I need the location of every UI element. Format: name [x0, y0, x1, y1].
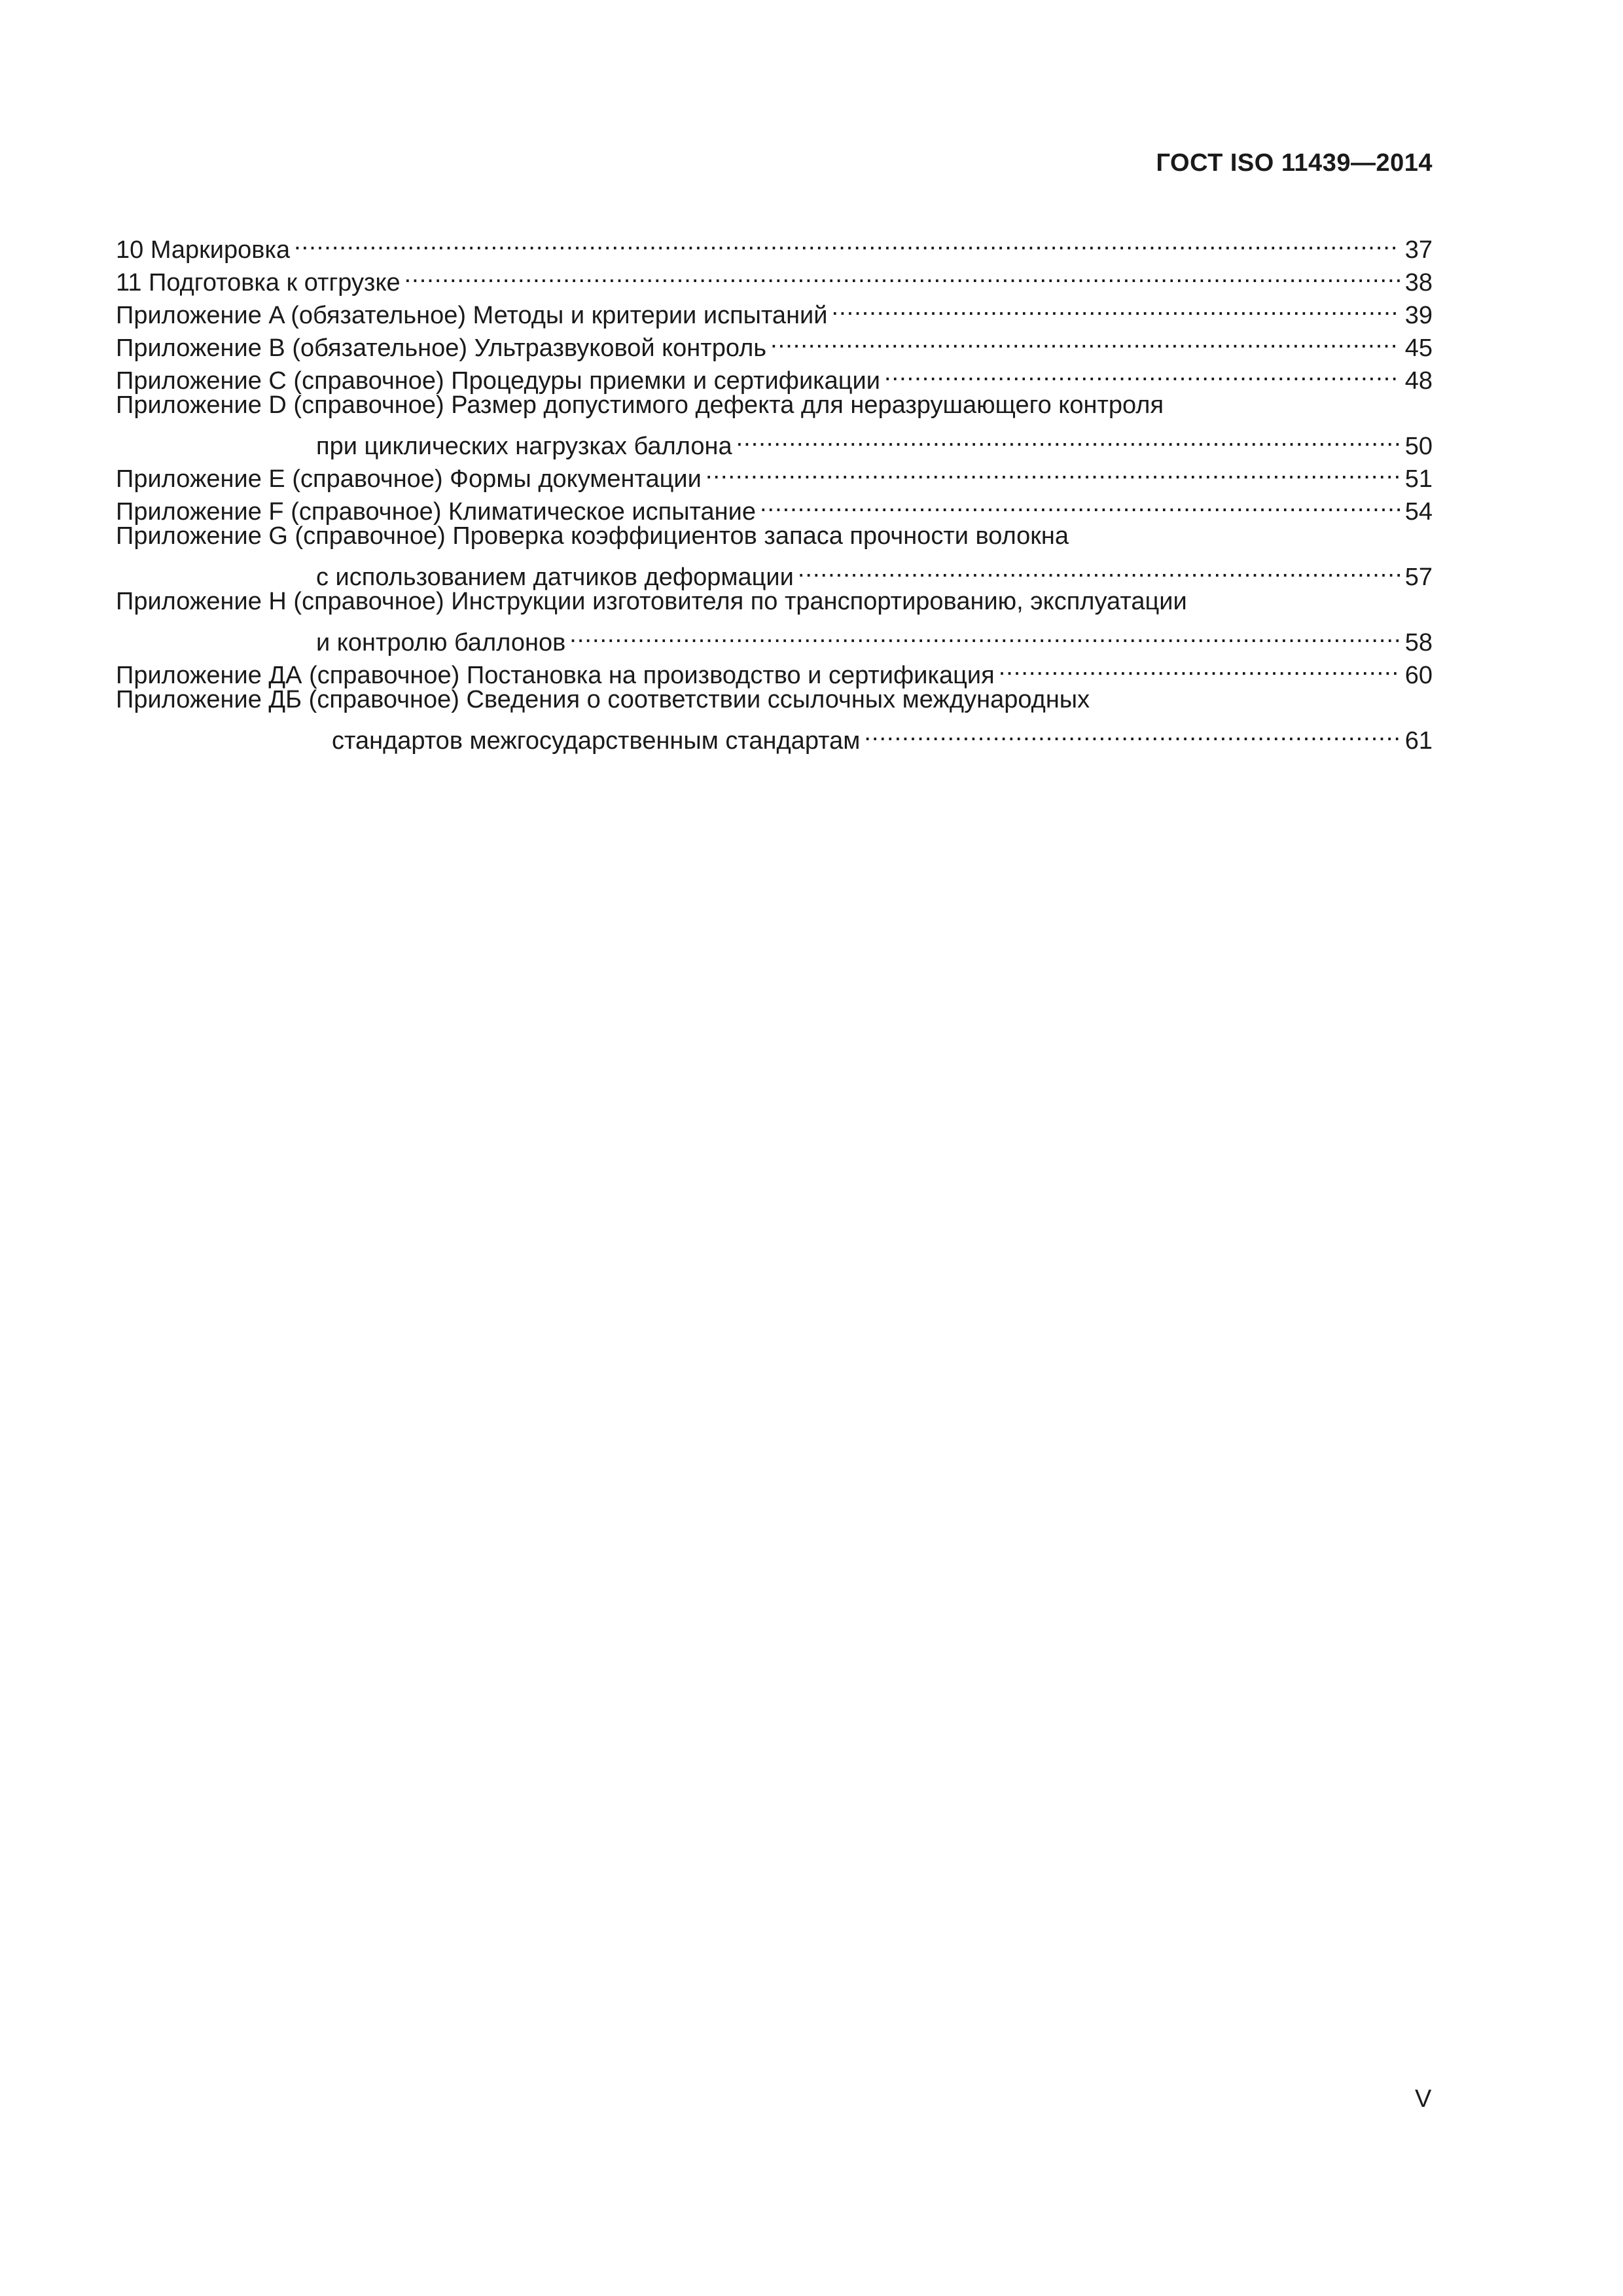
- toc-entry-page: 48: [1404, 367, 1433, 395]
- toc-entry-title: Приложение G (справочное) Проверка коэффициентов запаса прочности волокна: [116, 522, 1069, 550]
- toc-dot-leader: [705, 454, 1400, 487]
- toc-entry-annex-h-continuation[interactable]: [116, 618, 1433, 656]
- document-id-header: ГОСТ ISO 11439—2014: [1156, 149, 1433, 177]
- toc-entry-title: Приложение ДА (справочное) Постановка на производство и сертификация: [116, 662, 995, 689]
- toc-entry-annex-db-continuation[interactable]: [116, 716, 1433, 755]
- toc-dot-leader: [770, 323, 1400, 356]
- toc-entry-title-continuation: и контролю баллонов: [316, 629, 566, 656]
- toc-entry-title: Приложение B (обязательное) Ультразвуковой контроль: [116, 334, 767, 362]
- toc-entry-annex-h[interactable]: [116, 585, 1433, 618]
- toc-dot-leader: [294, 225, 1400, 258]
- toc-entry-title: Приложение E (справочное) Формы документации: [116, 465, 702, 493]
- toc-entry-title: 11 Подготовка к отгрузке: [116, 269, 401, 296]
- toc-entry-annex-e[interactable]: [116, 454, 1433, 493]
- toc-entry-page: 61: [1404, 727, 1433, 755]
- toc-dot-leader: [569, 618, 1400, 651]
- toc-dot-leader: [404, 258, 1400, 291]
- toc-dot-leader: [884, 356, 1400, 389]
- toc-entry-title: Приложение F (справочное) Климатическое испытание: [116, 498, 756, 526]
- toc-entry-annex-d-continuation[interactable]: [116, 422, 1433, 460]
- toc-entry-page: 58: [1404, 629, 1433, 656]
- toc-entry-page: 37: [1404, 236, 1433, 264]
- toc-entry-title-continuation: при циклических нагрузках баллона: [316, 433, 732, 460]
- toc-entry-title: Приложение D (справочное) Размер допустимого дефекта для неразрушающего контроля: [116, 391, 1164, 419]
- toc-entry-10[interactable]: [116, 225, 1433, 264]
- toc-entry-page: 54: [1404, 498, 1433, 526]
- toc-entry-page: 57: [1404, 564, 1433, 591]
- toc-entry-title: Приложение H (справочное) Инструкции изготовителя по транспортированию, эксплуатации: [116, 588, 1187, 615]
- toc-entry-page: 45: [1404, 334, 1433, 362]
- toc-entry-title: Приложение A (обязательное) Методы и критерии испытаний: [116, 302, 828, 329]
- toc-dot-leader: [999, 651, 1400, 683]
- toc-entry-page: 51: [1404, 465, 1433, 493]
- toc-entry-annex-g[interactable]: [116, 520, 1433, 552]
- toc-dot-leader: [832, 291, 1400, 323]
- toc-entry-title-continuation: стандартов межгосударственным стандартам: [332, 727, 861, 755]
- toc-dot-leader: [736, 422, 1400, 454]
- toc-dot-leader: [864, 716, 1400, 749]
- toc-entry-11[interactable]: [116, 258, 1433, 296]
- toc-entry-title-continuation: с использованием датчиков деформации: [316, 564, 794, 591]
- toc-entry-page: 38: [1404, 269, 1433, 296]
- toc-dot-leader: [798, 552, 1400, 585]
- toc-entry-title: Приложение C (справочное) Процедуры приемки и сертификации: [116, 367, 880, 395]
- toc-entry-title: 10 Маркировка: [116, 236, 291, 264]
- table-of-contents: [116, 225, 1433, 755]
- toc-entry-annex-d[interactable]: [116, 389, 1433, 422]
- toc-entry-page: 60: [1404, 662, 1433, 689]
- toc-entry-annex-g-continuation[interactable]: [116, 552, 1433, 591]
- page-number: V: [1415, 2085, 1432, 2113]
- toc-entry-page: 50: [1404, 433, 1433, 460]
- toc-dot-leader: [760, 487, 1400, 520]
- toc-entry-annex-db[interactable]: [116, 683, 1433, 716]
- toc-entry-annex-da[interactable]: [116, 651, 1433, 689]
- toc-entry-page: 39: [1404, 302, 1433, 329]
- toc-entry-title: Приложение ДБ (справочное) Сведения о соответствии ссылочных международных: [116, 686, 1090, 713]
